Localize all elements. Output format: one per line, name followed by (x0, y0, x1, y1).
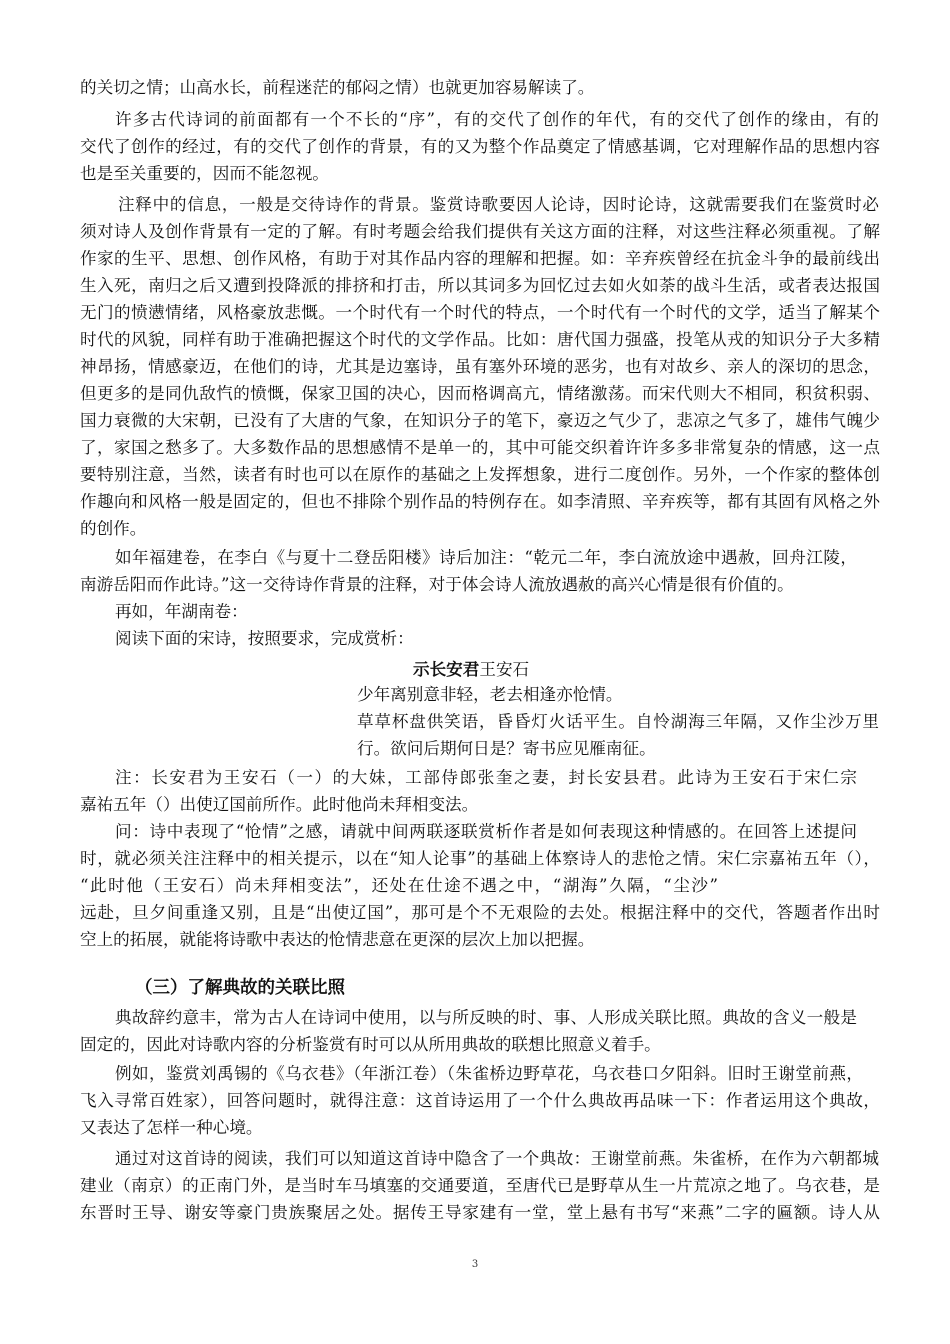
page-number: 3 (471, 1259, 479, 1270)
paragraph-line: 通过对这首诗的阅读，我们可以知道这首诗中隐含了一个典故：王谢堂前燕。朱雀桥，在作为六朝都城 (115, 1149, 879, 1168)
paragraph-line: 许多古代诗词的前面都有一个不长的“序”，有的交代了创作的年代，有的交代了创作的缘由，有的 (115, 110, 879, 129)
paragraph-line: 如年福建卷，在李白《与夏十二登岳阳楼》诗后加注：“乾元二年，李白流放途中遇赦，回舟江陵， (115, 548, 857, 567)
paragraph-line: 阅读下面的宋诗，按照要求，完成赏析： (115, 629, 414, 648)
section-heading: （三）了解典故的关联比照 (135, 978, 345, 998)
paragraph-line: 神昂扬，情感豪迈，在他们的诗，尤其是边塞诗，虽有塞外环境的恶劣，也有对故乡、亲人的深切的思念， (80, 357, 880, 376)
paragraph-line: 空上的拓展，就能将诗歌中表达的怆情悲意在更深的层次上加以把握。 (80, 930, 595, 949)
paragraph-line: 建业（南京）的正南门外，是当时车马填塞的交通要道，至唐代已是野草从生一片荒凉之地了。乌衣巷，是 (80, 1176, 880, 1195)
poem-line: 少年离别意非轻，老去相逢亦怆情。 (357, 685, 623, 704)
poem-title-name: 示长安君 (413, 660, 480, 679)
paragraph-line: 要特别注意，当然，读者有时也可以在原作的基础之上发挥想象，进行二度创作。另外，一个作家的整体创 (80, 465, 880, 484)
poem-line: 草草杯盘供笑语，昏昏灯火话平生。自怜湖海三年隔，又作尘沙万里 (357, 712, 879, 731)
paragraph-line: 远赴，旦夕间重逢又别，且是“出使辽国”，那可是个不无艰险的去处。根据注释中的交代，答题者作出时 (80, 903, 880, 922)
poem-author: 王安石 (479, 660, 530, 679)
paragraph-line: 时代的风貌，同样有助于准确把握这个时代的文学作品。比如：唐代国力强盛，投笔从戎的知识分子大多精 (80, 330, 880, 349)
paragraph-line: 的关切之情；山高水长，前程迷茫的郁闷之情）也就更加容易解读了。 (80, 78, 595, 97)
paragraph-line: 飞入寻常百姓家），回答问题时，就得注意：这首诗运用了一个什么典故再品味一下：作者运用这个典故， (80, 1091, 880, 1110)
paragraph-line: “此时他（王安石）尚未拜相变法”，还处在仕途不遇之中，“湖海”久隔，“尘沙” (80, 876, 718, 895)
paragraph-line: 国力衰微的大宋朝，已没有了大唐的气象，在知识分子的笔下，豪迈之气少了，悲凉之气多了，雄伟气魄少 (80, 411, 880, 430)
paragraph-line: 交代了创作的经过，有的交代了创作的背景，有的又为整个作品奠定了情感基调，它对理解作品的思想内容 (80, 137, 880, 156)
poem-line: 行。欲问后期何日是？寄书应见雁南征。 (357, 739, 656, 758)
paragraph-line: 的创作。 (80, 519, 147, 538)
paragraph-line: 注：长安君为王安石（一）的大妹，工部侍郎张奎之妻，封长安县君。此诗为王安石于宋仁宗 (115, 768, 857, 787)
paragraph-line: 东晋时王导、谢安等豪门贵族聚居之处。据传王导家建有一堂，堂上悬有书写“来燕”二字的匾额。诗人从 (80, 1203, 880, 1222)
paragraph-line: 了，家国之愁多了。大多数作品的思想感情不是单一的，其中可能交织着许许多多非常复杂的情感，这一点 (80, 438, 880, 457)
paragraph-line: 南游岳阳而作此诗。”这一交待诗作背景的注释，对于体会诗人流放遇赦的高兴心情是很有价值的。 (80, 575, 794, 594)
paragraph-line: 固定的，因此对诗歌内容的分析鉴赏有时可以从所用典故的联想比照意义着手。 (80, 1035, 661, 1054)
paragraph-line: 注释中的信息，一般是交待诗作的背景。鉴赏诗歌要因人论诗，因时论诗，这就需要我们在鉴赏时必 (118, 195, 879, 214)
paragraph-line: 但更多的是同仇敌忾的愤慨，保家卫国的决心，因而格调高亢，情绪激荡。而宋代则大不相同，积贫积弱、 (80, 384, 880, 403)
paragraph-line: 又表达了怎样一种心境。 (80, 1118, 263, 1137)
paragraph-line: 也是至关重要的，因而不能忽视。 (80, 164, 329, 183)
paragraph-line: 典故辞约意丰，常为古人在诗词中使用，以与所反映的时、事、人形成关联比照。典故的含义一般是 (115, 1008, 857, 1027)
paragraph-line: 须对诗人及创作背景有一定的了解。有时考题会给我们提供有关这方面的注释，对这些注释必须重视。了解 (80, 222, 880, 241)
paragraph-line: 再如，年湖南卷： (115, 602, 248, 621)
paragraph-line: 嘉祐五年（）出使辽国前所作。此时他尚未拜相变法。 (80, 795, 479, 814)
paragraph-line: 作家的生平、思想、创作风格，有助于对其作品内容的理解和把握。如：辛弃疾曾经在抗金斗争的最前线出 (80, 249, 880, 268)
paragraph-line: 时，就必须关注注释中的相关提示，以在“知人论事”的基础上体察诗人的悲怆之情。宋仁宗嘉祐五年（）， (80, 849, 880, 868)
paragraph-line: 问：诗中表现了“怆情”之感，请就中间两联逐联赏析作者是如何表现这种情感的。在回答上述提问 (115, 822, 857, 841)
paragraph-line: 生入死，南归之后又遭到投降派的排挤和打击，所以其词多为回忆过去如火如荼的战斗生活，或者表达报国 (80, 276, 880, 295)
poem-title (413, 659, 529, 681)
paragraph-line: 作趣向和风格一般是固定的，但也不排除个别作品的特例存在。如李清照、辛弃疾等，都有其固有风格之外 (80, 492, 880, 511)
paragraph-line: 例如，鉴赏刘禹锡的《乌衣巷》（年浙江卷）（朱雀桥边野草花，乌衣巷口夕阳斜。旧时王谢堂前燕， (115, 1064, 863, 1083)
paragraph-line: 无门的愤懑情绪，风格豪放悲慨。一个时代有一个时代的特点，一个时代有一个时代的文学，适当了解某个 (80, 303, 880, 322)
